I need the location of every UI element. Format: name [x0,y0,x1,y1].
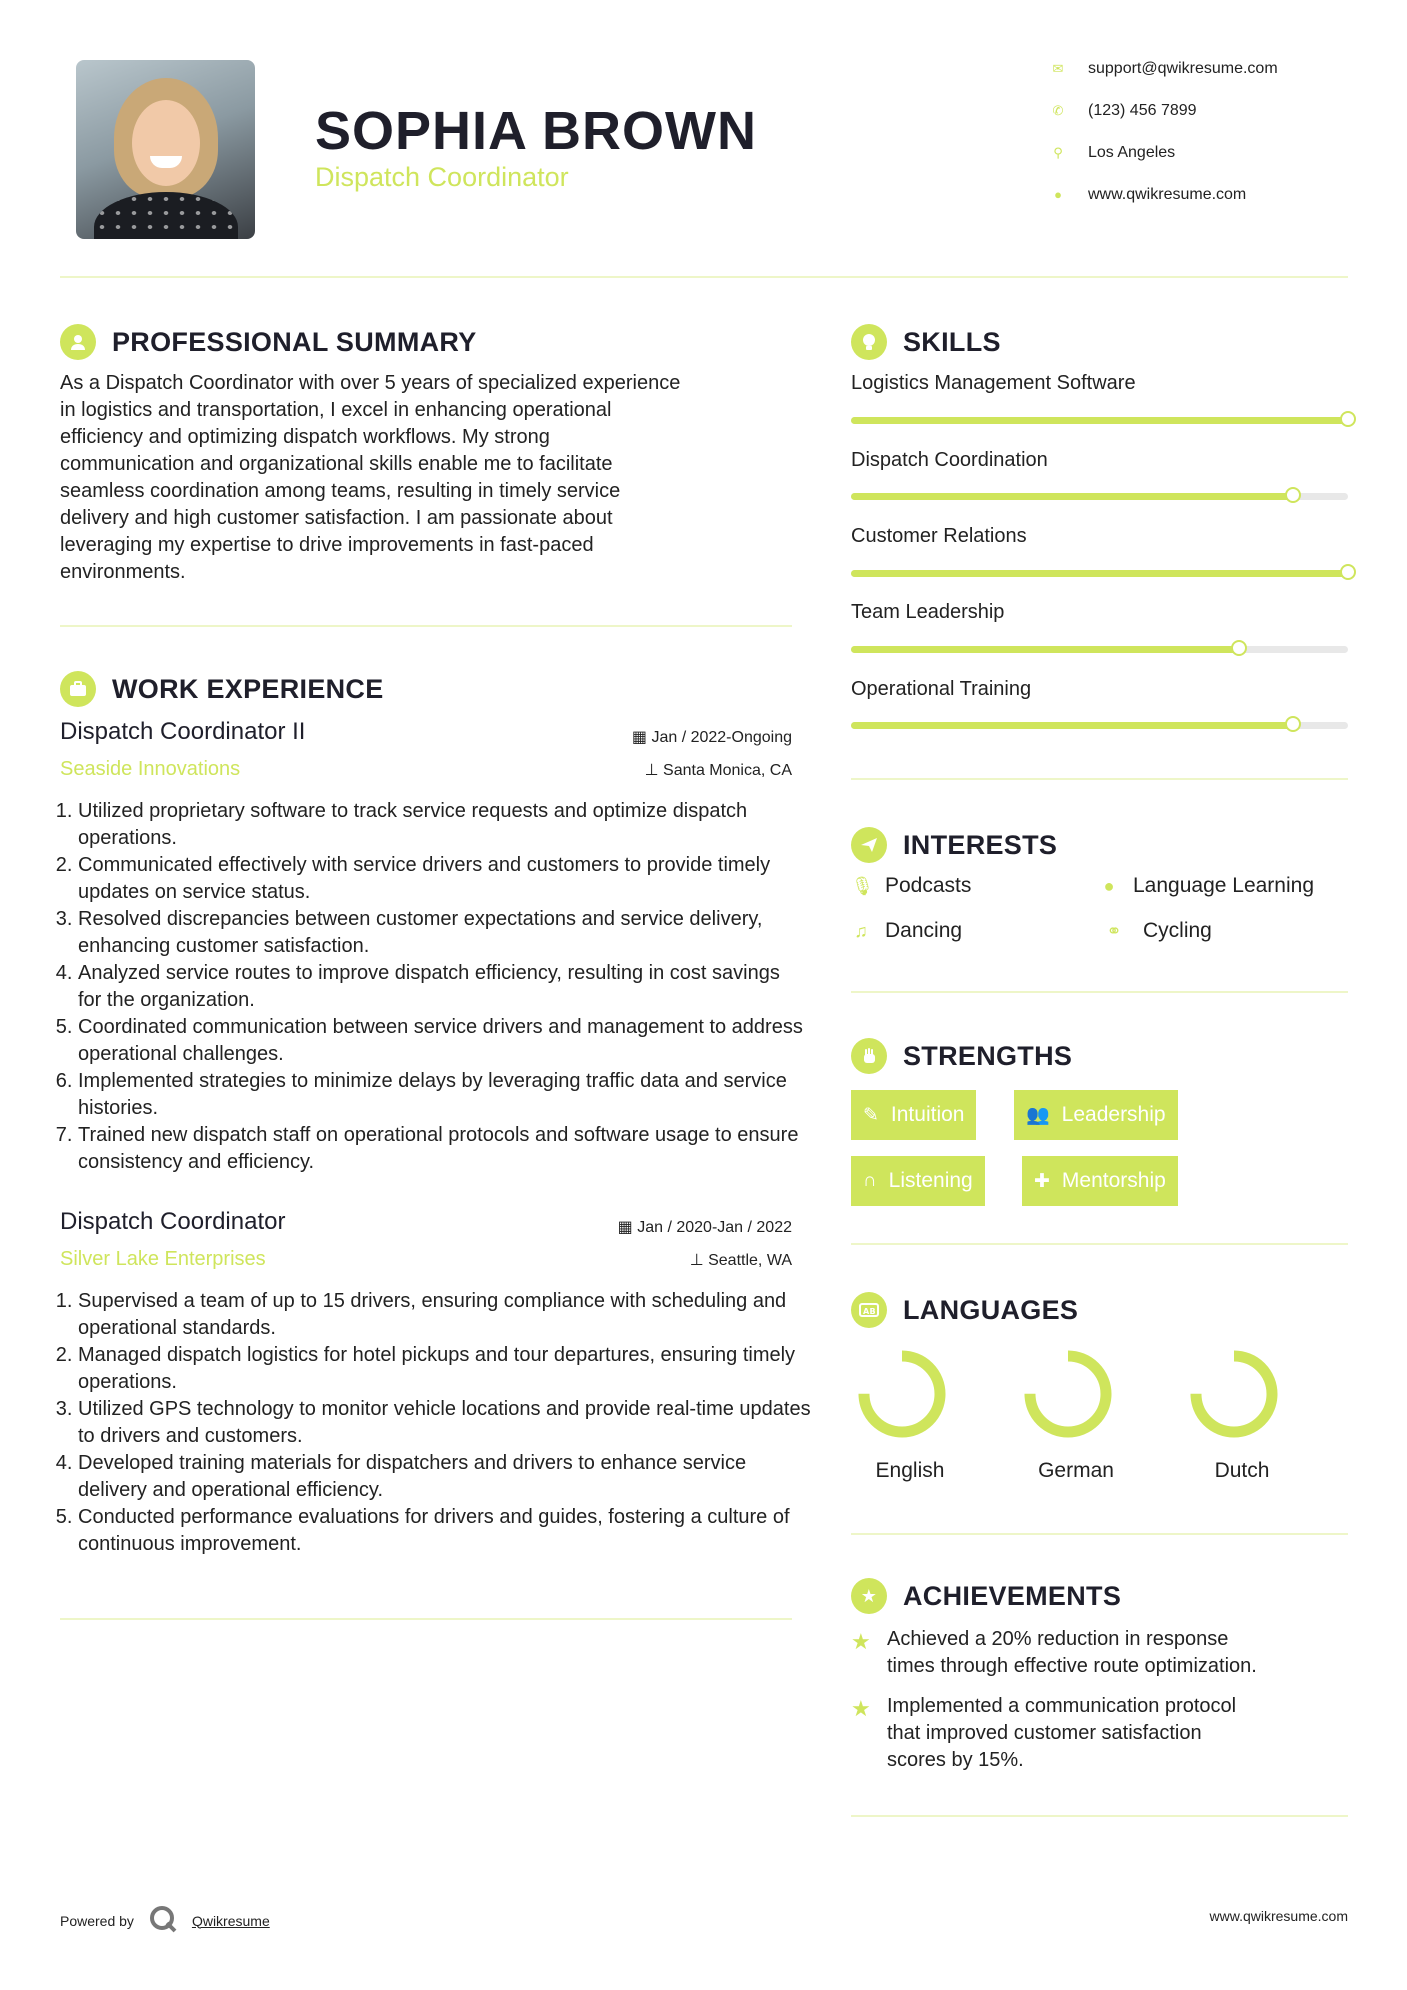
strengths-heading: STRENGTHS [851,1038,1072,1074]
strength-chip: ∩ Listening [851,1156,985,1206]
interest-item: ● Language Learning [1099,874,1314,898]
languages-heading: AB LANGUAGES [851,1292,1078,1328]
skill-label: Logistics Management Software [851,372,1136,394]
language-label: Dutch [1214,1459,1270,1482]
list-item: 5. Conducted performance evaluations for drivers and guides, fostering a culture of continuous improvement. [78,1504,818,1558]
skill-label: Dispatch Coordination [851,449,1048,471]
experience-heading: WORK EXPERIENCE [60,671,384,707]
strength-chip: 👥 Leadership [1014,1090,1178,1140]
job-company: Silver Lake Enterprises [60,1248,266,1270]
list-item: 6. Implemented strategies to minimize delays by leveraging traffic data and service histories. [78,1068,808,1122]
language-ring [1018,1344,1118,1444]
profile-photo [76,60,255,239]
language-level-arc [1196,1356,1272,1432]
list-item: 4. Analyzed service routes to improve dispatch efficiency, resulting in cost savings for the organization. [78,960,808,1014]
achievement-item: ★ Implemented a communication protocol that improved customer satisfaction scores by 15%. [851,1693,1351,1774]
interests-divider [851,991,1348,993]
skill-label: Customer Relations [851,525,1027,547]
lightbulb-icon [851,324,887,360]
briefcase-icon [60,671,96,707]
strengths-divider [851,1243,1348,1245]
headphones-icon: ∩ [863,1170,877,1191]
footer-url[interactable]: www.qwikresume.com [1209,1908,1348,1924]
job-company: Seaside Innovations [60,758,241,780]
language-level-arc [1030,1356,1106,1432]
strength-chip: ✚ Mentorship [1022,1156,1178,1206]
summary-divider [60,625,792,627]
contact-website[interactable]: ● www.qwikresume.com [1050,186,1246,204]
skill-label: Team Leadership [851,601,1005,623]
interest-item: ⚭ Cycling [1099,919,1212,943]
phone-icon: ✆ [1052,103,1064,118]
language-ring [1184,1344,1284,1444]
translate-icon [851,1292,887,1328]
skill-bar [851,493,1348,500]
pushpin-icon: ⊥ [689,1252,704,1269]
job-dates: ▦ Jan / 2020-Jan / 2022 [617,1219,792,1236]
shooting-star-icon: ★ [851,1629,871,1654]
calendar-icon: ▦ [617,1219,633,1236]
skill-bar [851,722,1348,729]
qwikresume-logo-icon [148,1904,178,1937]
job-location: ⊥ Seattle, WA [689,1252,792,1269]
skill-bar [851,417,1348,424]
job-title: Dispatch Coordinator II [60,718,306,745]
summary-text: As a Dispatch Coordinator with over 5 years of specialized experience in logistics and transportation, I excel in enhancing operational efficiency and optimizing dispatch workflows. My strong communication and organizational skills enable me to facilitate seamless coordination among teams, resulting in timely service delivery and high customer satisfaction. I am passionate about leveraging my expertise to drive improvements in fast-paced environments. [60,372,681,583]
contact-phone[interactable]: ✆ (123) 456 7899 [1050,102,1197,120]
svg-text:AB: AB [863,1307,876,1316]
envelope-icon: ✉ [1052,61,1064,76]
skill-knob [1285,487,1301,503]
list-item: 1. Utilized proprietary software to track service requests and optimize dispatch operations. [78,798,808,852]
achievements-heading: ★ ACHIEVEMENTS [851,1578,1121,1614]
skills-heading: SKILLS [851,324,1001,360]
list-item: 4. Developed training materials for dispatchers and drivers to enhance service delivery and operational efficiency. [78,1450,818,1504]
achievements-divider [851,1815,1348,1817]
job-dates: ▦ Jan / 2022-Ongoing [631,729,792,746]
skill-knob [1340,411,1356,427]
skill-knob [1340,564,1356,580]
footer-powered: Powered by Qwikresume [60,1904,270,1937]
skill-knob [1231,640,1247,656]
experience-divider [60,1618,792,1620]
skills-divider [851,778,1348,780]
hand-icon [851,1038,887,1074]
summary-heading: PROFESSIONAL SUMMARY [60,324,477,360]
skill-knob [1285,716,1301,732]
language-ring [852,1344,952,1444]
job-title: Dispatch Coordinator [60,1208,286,1235]
user-plus-icon: ✚ [1034,1170,1050,1192]
users-icon: 👥 [1026,1105,1050,1126]
skill-bar [851,646,1348,653]
list-item: 7. Trained new dispatch staff on operational protocols and software usage to ensure consistency and efficiency. [78,1122,808,1176]
microphone-icon: 🎙 [851,875,874,896]
skill-bar [851,570,1348,577]
globe-icon: ● [1054,187,1062,202]
contact-location: ⚲ Los Angeles [1050,144,1175,162]
achievement-item: ★ Achieved a 20% reduction in response times through effective route optimization. [851,1626,1351,1680]
map-pin-icon: ⚲ [1053,145,1063,160]
interest-item: 🎙 Podcasts [851,874,972,897]
user-icon [60,324,96,360]
job-location: ⊥ Santa Monica, CA [644,762,792,779]
magic-wand-icon: ✎ [863,1104,879,1126]
list-item: 2. Managed dispatch logistics for hotel pickups and tour departures, ensuring timely operations. [78,1342,818,1396]
paper-plane-icon [851,827,887,863]
list-item: 1. Supervised a team of up to 15 drivers, ensuring compliance with scheduling and operational standards. [78,1288,818,1342]
skill-label: Operational Training [851,678,1032,700]
contact-email[interactable]: ✉ support@qwikresume.com [1050,60,1278,78]
candidate-title: Dispatch Coordinator [315,162,569,192]
language-label: German [1038,1459,1114,1482]
candidate-name: SOPHIA BROWN [315,101,757,161]
list-item: 3. Utilized GPS technology to monitor vehicle locations and provide real-time updates to drivers and customers. [78,1396,818,1450]
job-bullets [60,798,808,1176]
star-badge-icon: ★ [851,1578,887,1614]
globe-icon: ● [1103,875,1115,896]
pushpin-icon: ⊥ [644,762,659,779]
interests-heading: INTERESTS [851,827,1057,863]
header-divider [60,276,1348,278]
qwikresume-link[interactable]: Qwikresume [191,1912,270,1929]
language-level-arc [864,1356,940,1432]
bicycle-icon: ⚭ [1106,920,1122,941]
music-note-icon: ♫ [854,920,868,941]
strength-chip: ✎ Intuition [851,1090,976,1140]
list-item: 3. Resolved discrepancies between customer expectations and service delivery, enhancing customer satisfaction. [78,906,808,960]
list-item: 5. Coordinated communication between service drivers and management to address operational challenges. [78,1014,808,1068]
languages-divider [851,1533,1348,1535]
list-item: 2. Communicated effectively with service drivers and customers to provide timely updates on service status. [78,852,808,906]
shooting-star-icon: ★ [851,1696,871,1721]
calendar-icon: ▦ [631,729,647,746]
interest-item: ♫ Dancing [851,919,962,943]
language-label: English [875,1459,945,1482]
job-bullets [60,1288,818,1558]
